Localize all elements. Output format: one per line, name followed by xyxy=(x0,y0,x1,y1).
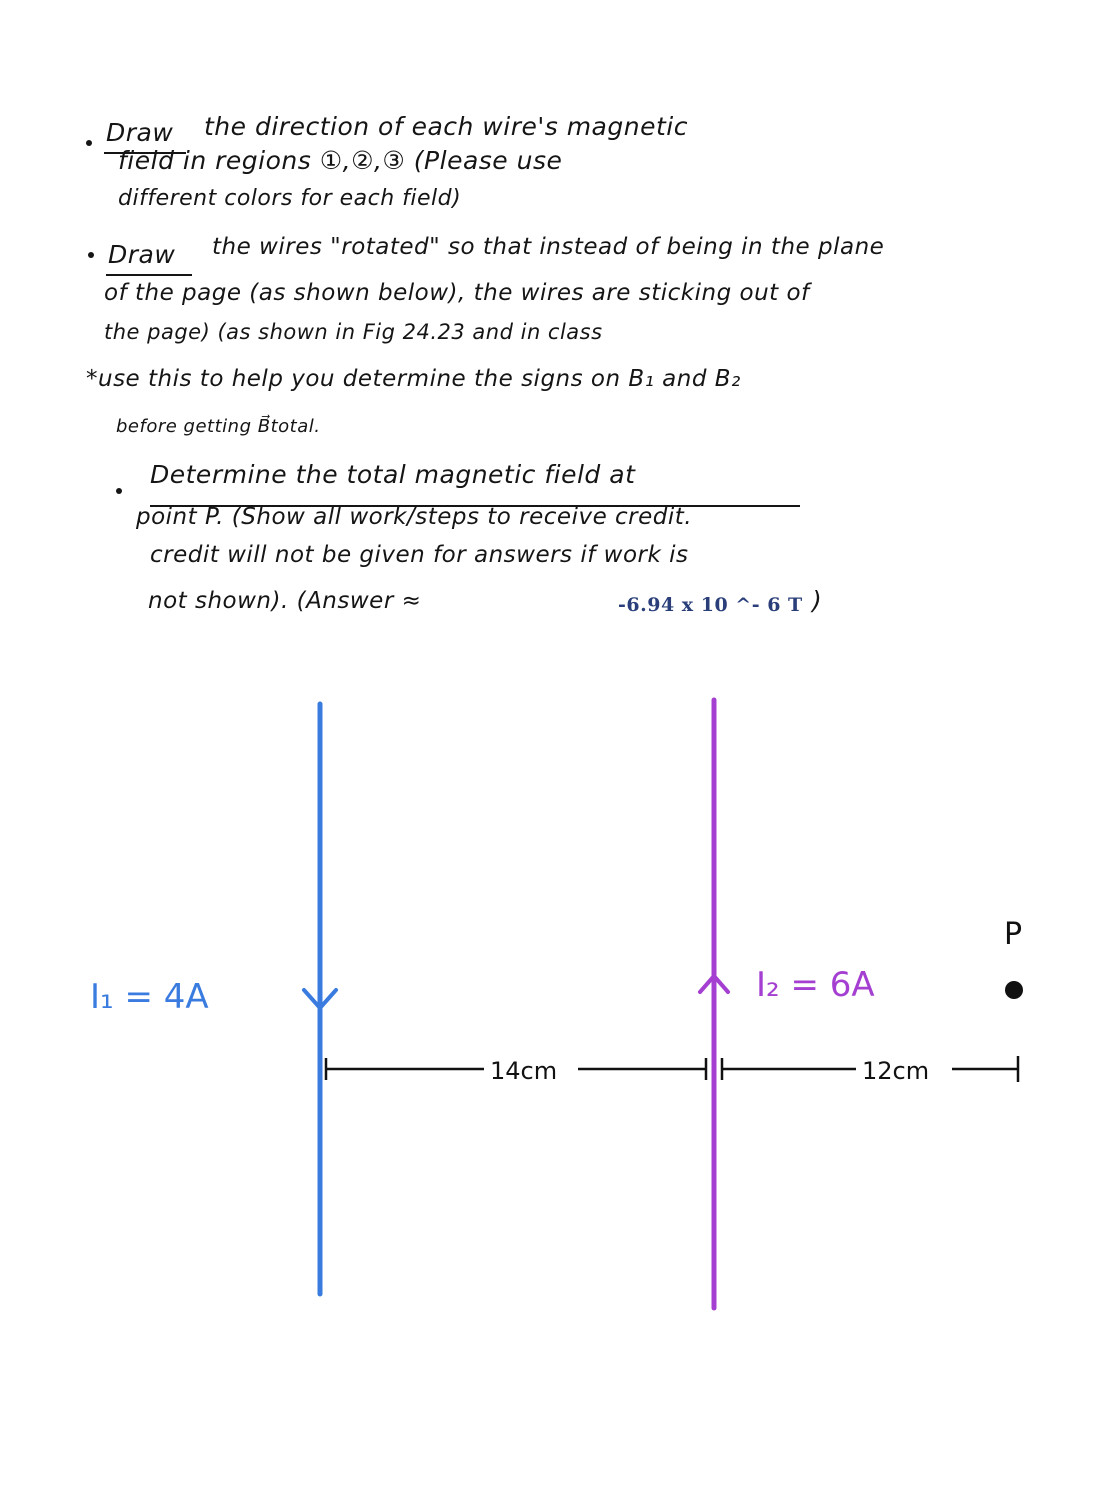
point-p xyxy=(1005,981,1023,999)
item3-line3: credit will not be given for answers if work is xyxy=(150,542,689,568)
point-p-label: P xyxy=(1004,917,1023,952)
note-line2: before getting B⃗total. xyxy=(116,416,321,437)
dim-12-label: 12cm xyxy=(862,1057,930,1085)
item1-line3: different colors for each field) xyxy=(118,186,462,211)
item2-line3: the page) (as shown in Fig 24.23 and in class xyxy=(104,320,603,344)
item1-line1: the direction of each wire's magnetic xyxy=(204,112,688,141)
item3-line1: Determine the total magnetic field at xyxy=(150,460,636,489)
item2-line1: the wires "rotated" so that instead of being in the plane xyxy=(212,234,885,260)
wire-2-label: I₂ = 6A xyxy=(756,965,875,1005)
note-line1: *use this to help you determine the signs on B₁ and B₂ xyxy=(86,366,741,392)
wire-1-label: I₁ = 4A xyxy=(90,977,209,1017)
item2-line2: of the page (as shown below), the wires are sticking out of xyxy=(104,280,810,306)
item1-line2: field in regions ①,②,③ (Please use xyxy=(118,146,563,175)
answer-value: -6.94 x 10 ^- 6 T xyxy=(618,594,803,616)
item2-draw-word: Draw xyxy=(108,240,176,269)
item3-line4: not shown). (Answer ≈ xyxy=(148,588,422,614)
answer-close-paren: ) xyxy=(812,586,823,615)
dim-14-label: 14cm xyxy=(490,1057,558,1085)
item1-draw-word: Draw xyxy=(106,118,174,147)
item3-line2: point P. (Show all work/steps to receive credit. xyxy=(136,504,693,530)
